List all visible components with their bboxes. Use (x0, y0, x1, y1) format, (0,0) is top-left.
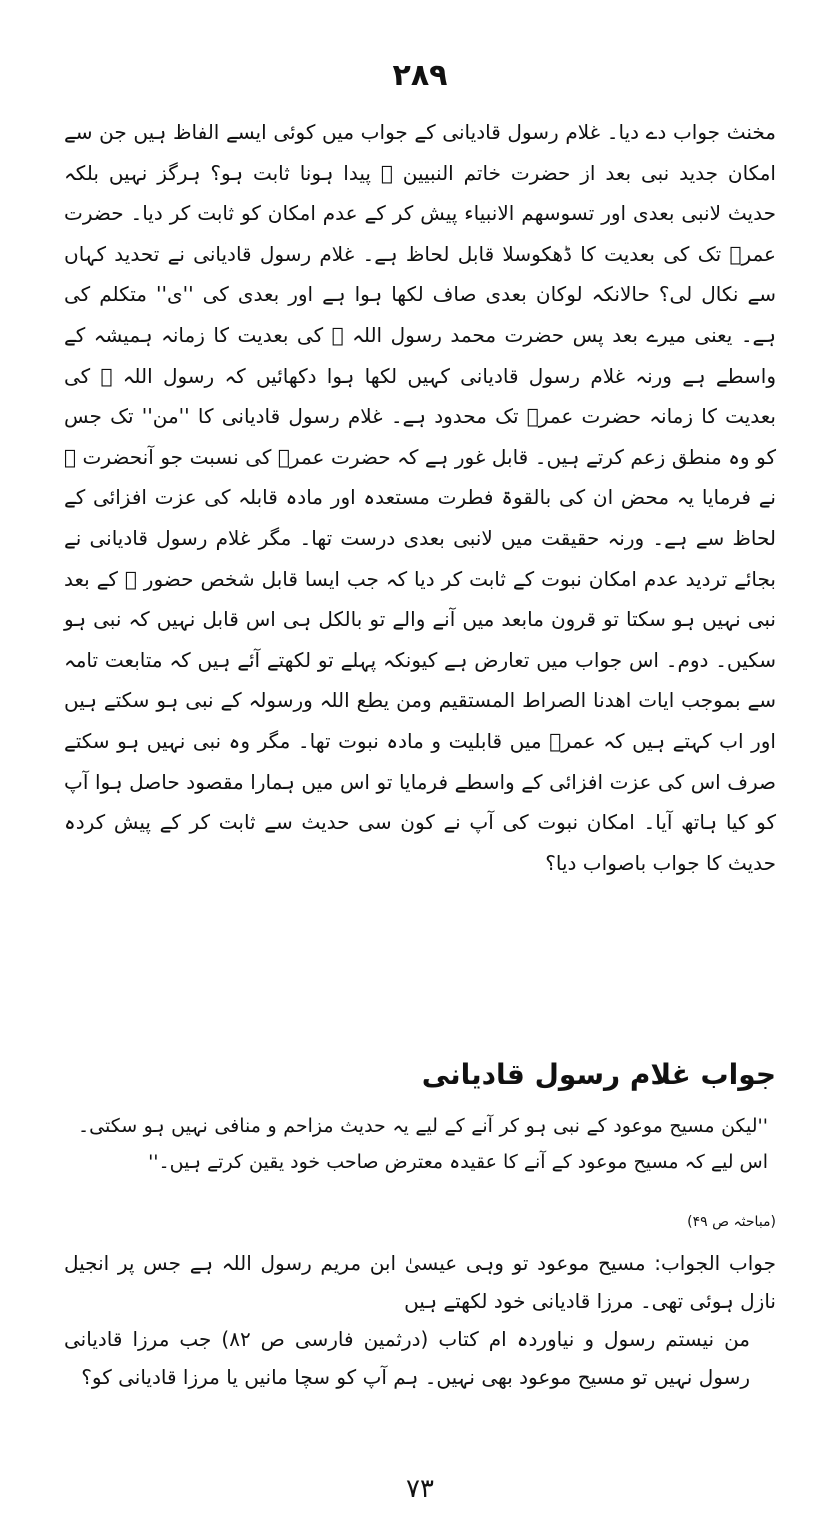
citation-reference: (مباحثہ ص ۴۹) (687, 1214, 776, 1230)
main-text-block (64, 112, 776, 883)
main-paragraph: مخنث جواب دے دیا۔ غلام رسول قادیانی کے جواب میں کوئی ایسے الفاظ ہیں جن سے امکان جدید نبی بعد از حضرت خاتم النبیین ﷺ پیدا ہونا ثابت ہو؟ ہرگز نہیں بلکہ حدیث لانبی بعدی اور تسوسھم الانبیاء پیش کر کے عدم امکان کو ثابت کر دیا۔ حضرت عمرؓ تک کی بعدیت کا ڈھکوسلا قابل لحاظ ہے۔ غلام رسول قادیانی نے تحدید کہاں سے نکال لی؟ حالانکہ لوکان بعدی صاف لکھا ہوا ہے اور بعدی کی ''ی'' متکلم کی ہے۔ یعنی میرے بعد پس حضرت محمد رسول اللہ ﷺ کی بعدیت کا زمانہ ہمیشہ کے واسطے ہے ورنہ غلام رسول قادیانی کہیں لکھا ہوا دکھائیں کہ رسول اللہ ﷺ کی بعدیت کا زمانہ حضرت عمرؓ تک محدود ہے۔ غلام رسول قادیانی کا ''من'' تک جس کو وہ منطق زعم کرتے ہیں۔ قابل غور ہے کہ حضرت عمرؓ کی نسبت جو آنحضرت ﷺ نے فرمایا یہ محض ان کی بالقوۃ فطرت مستعدہ اور مادہ قابلہ کی عزت افزائی کے لحاظ سے ہے۔ ورنہ حقیقت میں لانبی بعدی درست تھا۔ مگر غلام رسول قادیانی نے بجائے تردید عدم امکان نبوت کے ثابت کر دیا کہ جب ایسا قابل شخص حضور ﷺ کے بعد نبی نہیں ہو سکتا تو قرون مابعد میں آنے والے تو بالکل ہی اس قابل نہیں کہ نبی ہو سکیں۔ دوم۔ اس جواب میں تعارض ہے کیونکہ پہلے تو لکھتے آئے ہیں کہ متابعت تامہ سے بموجب ایات اھدنا الصراط المستقیم ومن یطع اللہ ورسولہ کے نبی ہو سکتے ہیں اور اب کہتے ہیں کہ عمرؓ میں قابلیت و مادہ نبوت تھا۔ مگر وہ نبی نہیں ہو سکتے صرف اس کی عزت افزائی کے واسطے فرمایا تو اس میں ہمارا مقصود حاصل ہوا آپ کو کیا ہاتھ آیا۔ امکان نبوت کی آپ نے کون سی حدیث سے ثابت کر کے پیش کردہ حدیث کا جواب باصواب دیا؟ (64, 120, 776, 875)
answer-paragraph-1: جواب الجواب: مسیح موعود تو وہی عیسیٰ ابن مریم رسول اللہ ہے جس پر انجیل نازل ہوئی تھی۔ مرزا قادیانی خود لکھتے ہیں (64, 1251, 776, 1313)
quoted-passage: ''لیکن مسیح موعود کے نبی ہو کر آنے کے لیے یہ حدیث مزاحم و منافی نہیں ہو سکتی۔ اس لیے کہ مسیح موعود کے آنے کا عقیدہ معترض صاحب خود یقین کرتے ہیں۔'' (78, 1115, 768, 1173)
answer-text-block (64, 1244, 776, 1396)
footer-page-number: ۷۳ (406, 1474, 434, 1504)
page-number: ۲۸۹ (392, 58, 448, 93)
answer-paragraph-2: من نیستم رسول و نیاوردہ ام کتاب (درثمین فارسی ص ۸۲) جب مرزا قادیانی رسول نہیں تو مسیح موعود بھی نہیں۔ ہم آپ کو سچا مانیں یا مرزا قادیانی کو؟ (64, 1327, 751, 1389)
section-heading: جواب غلام رسول قادیانی (421, 1058, 776, 1091)
